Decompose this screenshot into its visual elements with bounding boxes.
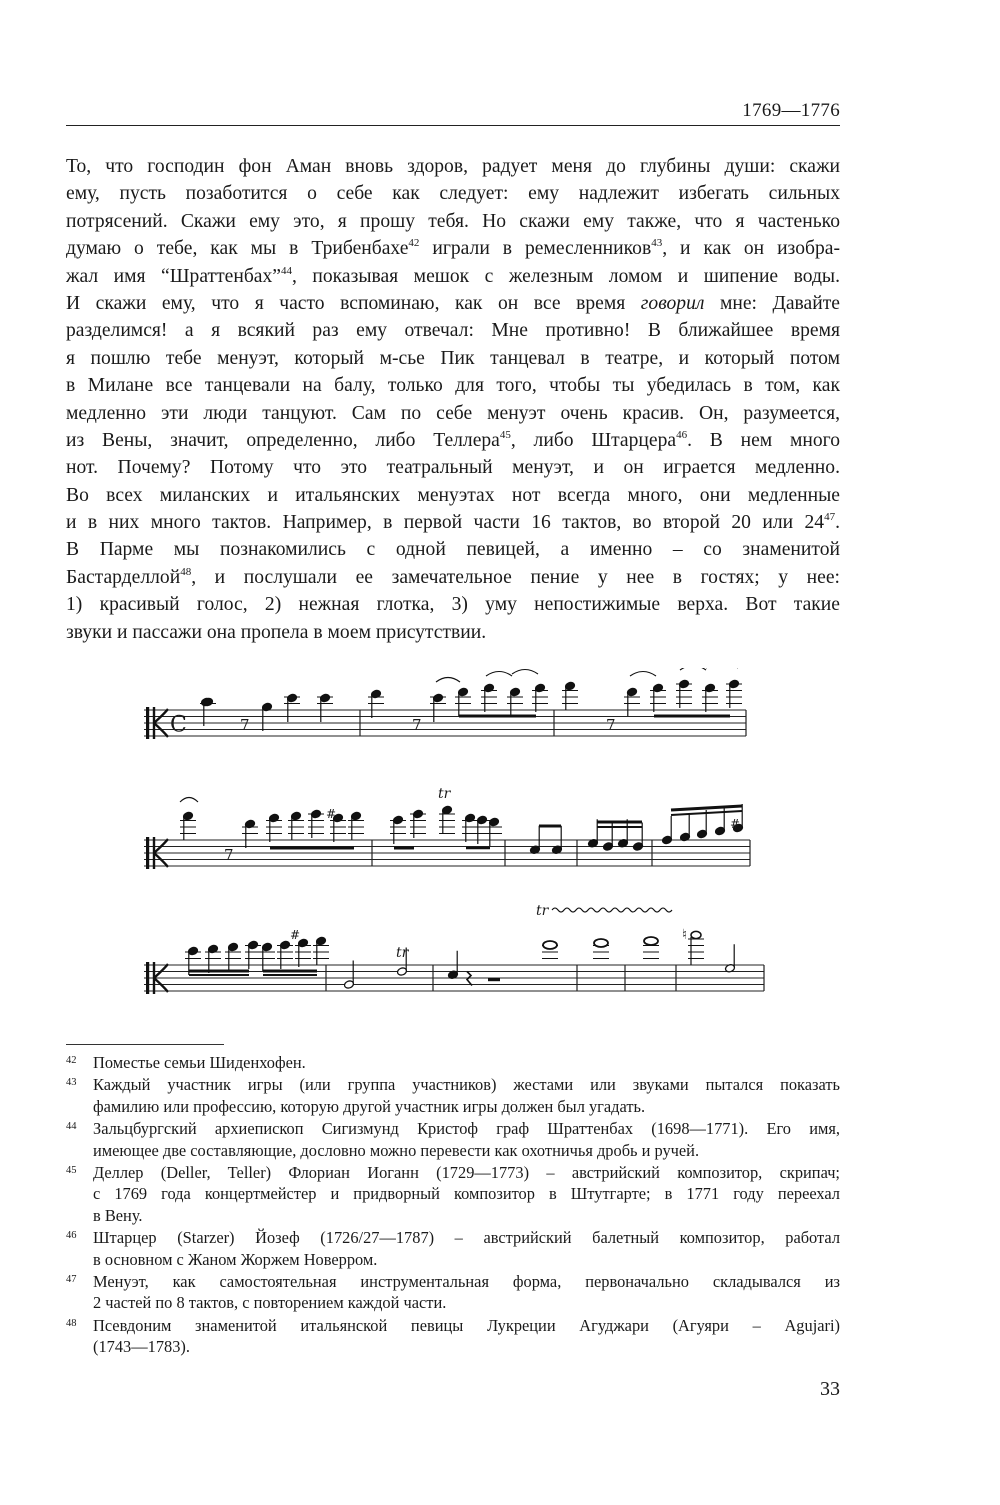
emphasis: говорил	[640, 292, 705, 314]
text-run: И скажи ему, что я часто вспоминаю, как он все время	[66, 292, 641, 314]
footnote-ref: 47	[824, 511, 836, 524]
text-run: , и послушали ее замечательное пение у нее в гостях; у нее:	[191, 566, 840, 588]
clef-bar	[146, 837, 149, 869]
footnote-text: в основном с Жаном Жоржем Новерром.	[93, 1249, 378, 1269]
footnote-ref: 48	[180, 565, 192, 578]
text-line	[66, 400, 840, 427]
sharp-sign: #	[326, 807, 337, 821]
text-line	[66, 208, 840, 235]
text-run: в Милане все танцевали на балу, только для того, чтобы ты убедилась в том, как	[66, 375, 840, 397]
footnote-number: 48	[66, 1317, 77, 1329]
text-run: , и как он изобра-	[662, 238, 840, 260]
text-run: из Вены, значит, определенно, либо Теллера	[66, 429, 500, 451]
footnote-ref: 44	[280, 264, 292, 277]
text-run: 1) красивый голос, 2) нежная глотка, 3) уму непостижимые верха. Вот такие	[66, 594, 840, 616]
text-run: жал имя “Шраттенбах”	[66, 265, 281, 287]
footnote-number: 42	[66, 1055, 77, 1066]
text-line	[66, 290, 840, 317]
footnote-text: (1743—1783).	[93, 1337, 190, 1357]
natural-sign: ♮	[682, 927, 688, 943]
text-line	[66, 564, 840, 591]
footnote	[66, 1118, 840, 1161]
text-run: мне: Давайте	[704, 292, 840, 314]
text-line	[66, 263, 840, 290]
text-line	[66, 372, 840, 399]
footnote-number: 44	[66, 1121, 77, 1133]
footnote-number: 47	[66, 1274, 77, 1286]
text-run: думаю о тебе, как мы в Трибенбахе	[66, 238, 409, 260]
text-line	[66, 180, 840, 207]
text-line	[66, 536, 840, 563]
text-run: Бастарделлой	[66, 566, 181, 588]
footnote-number: 43	[66, 1077, 77, 1089]
clef-bar	[146, 962, 149, 994]
footnote-ref: 45	[499, 428, 511, 441]
footnote-ref: 46	[676, 428, 688, 441]
footnote-text: Поместье семьи Шиденхофен.	[93, 1053, 306, 1072]
footnote	[66, 1074, 840, 1117]
music-score	[140, 668, 780, 1028]
text-line	[66, 619, 840, 646]
footnote	[66, 1052, 840, 1073]
half-note	[691, 931, 701, 938]
trill-mark: tr	[438, 786, 451, 802]
text-line	[66, 509, 840, 536]
text-run: разделимся! а я всякий раз ему отвечал: Мне противно! В ближайшее время	[66, 320, 840, 342]
text-run: медленно эти люди танцуют. Сам по себе менуэт очень красив. Он, разумеется,	[66, 402, 840, 424]
slur	[512, 670, 538, 675]
footnote-ref: 43	[651, 237, 663, 250]
footnote-text: Псевдоним знаменитой итальянской певицы Лукреции Агуджари (Агуяри – Agujari)	[93, 1315, 840, 1335]
text-line	[66, 591, 840, 618]
footnote-text: с 1769 года концертмейстер и придворный композитор в Штутгарте; в 1771 году переехал	[93, 1184, 840, 1204]
footnote-number: 45	[66, 1165, 77, 1177]
text-run: нот. Почему? Потому что это театральный менуэт, и он играется медленно.	[66, 457, 840, 479]
footnote-text: в Вену.	[93, 1205, 143, 1225]
footnote-text: Каждый участник игры (или группа участников) жестами или звуками пытался показать	[93, 1075, 840, 1095]
text-run: и в них много тактов. Например, в первой части 16 тактов, во второй 20 или 24	[66, 512, 825, 534]
footnote-number: 46	[66, 1230, 77, 1242]
whole-note	[594, 939, 608, 947]
text-run: , показывая мешок с железным ломом и шипение воды.	[291, 265, 840, 287]
slur	[436, 678, 460, 683]
footnote-ref: 42	[408, 237, 420, 250]
text-line	[66, 153, 840, 180]
footnote-text: Менуэт, как самостоятельная инструментальная форма, первоначально складывался из	[93, 1272, 840, 1292]
trill-extension	[552, 908, 672, 912]
text-line	[66, 317, 840, 344]
footnote-text: имеющее две составляющие, дословно можно перевести как охотничья дробь и ручей.	[93, 1140, 700, 1160]
slur	[630, 672, 656, 677]
text-run: ему, пусть позаботится о себе как следует: ему надлежит избегать сильных	[66, 183, 840, 205]
trill-mark: tr	[396, 945, 409, 961]
text-line	[66, 235, 840, 262]
text-run: Во всех миланских и итальянских менуэтах нот всегда много, они медленные	[66, 484, 840, 506]
text-run: . В нем много	[687, 429, 841, 451]
text-run: В Парме мы познакомились с одной певицей, а именно – со знаменитой	[66, 539, 840, 561]
text-run: звуки и пассажи она пропела в моем присутствии.	[66, 621, 487, 643]
text-run: , либо Штарцера	[510, 429, 677, 451]
footnote-rule	[66, 1044, 224, 1045]
beam	[671, 806, 742, 810]
text-run: потрясений. Скажи ему это, я прошу тебя. Но скажи ему также, что я частенько	[66, 210, 840, 232]
text-line	[66, 454, 840, 481]
text-run: я пошлю тебе менуэт, который м-сье Пик танцевал в театре, и который потом	[66, 347, 840, 369]
running-head: 1769—1776	[742, 100, 840, 121]
eighth-rest: 7	[240, 716, 250, 734]
half-rest	[488, 978, 500, 981]
footnote	[66, 1315, 840, 1358]
footnote-text: Штарцер (Starzer) Йозеф (1726/27—1787) – австрийский балетный композитор, работал	[93, 1228, 840, 1248]
footnote	[66, 1227, 840, 1270]
text-run: .	[835, 512, 840, 534]
sharp-sign: #	[290, 928, 301, 942]
sharp-sign: #	[730, 817, 741, 831]
footnote-text: фамилию или профессию, которую другой участник игры должен был угадать.	[93, 1096, 646, 1116]
text-line	[66, 427, 840, 454]
footnote	[66, 1271, 840, 1314]
header-rule	[66, 125, 840, 126]
time-signature: C	[170, 712, 187, 738]
text-run: То, что господин фон Аман вновь здоров, радует меня до глубины души: скажи	[66, 156, 840, 177]
eighth-rest: 7	[224, 846, 234, 864]
footnote-text: Деллер (Deller, Teller) Флориан Иоганн (1729—1773) – австрийский композитор, скрипач;	[93, 1163, 840, 1183]
footnote	[66, 1162, 840, 1226]
footnote-text: 2 частей по 8 тактов, с повторением каждой части.	[93, 1293, 447, 1313]
whole-note	[543, 941, 557, 949]
text-line	[66, 345, 840, 372]
clef-bar	[146, 707, 149, 739]
trill-mark: tr	[536, 903, 549, 919]
text-line	[66, 482, 840, 509]
eighth-rest: 7	[606, 716, 616, 734]
slur	[180, 798, 198, 803]
slur	[486, 672, 512, 677]
slur	[680, 668, 706, 670]
footnotes	[66, 1052, 840, 1359]
letter-text	[66, 153, 840, 646]
text-run: играли в ремесленников	[419, 238, 652, 260]
page-number: 33	[820, 1378, 840, 1400]
eighth-rest: 7	[412, 716, 422, 734]
footnote-text: Зальцбургский архиепископ Сигизмунд Кристоф граф Шраттенбах (1698—1771). Его имя,	[93, 1119, 840, 1139]
whole-note	[644, 937, 658, 945]
